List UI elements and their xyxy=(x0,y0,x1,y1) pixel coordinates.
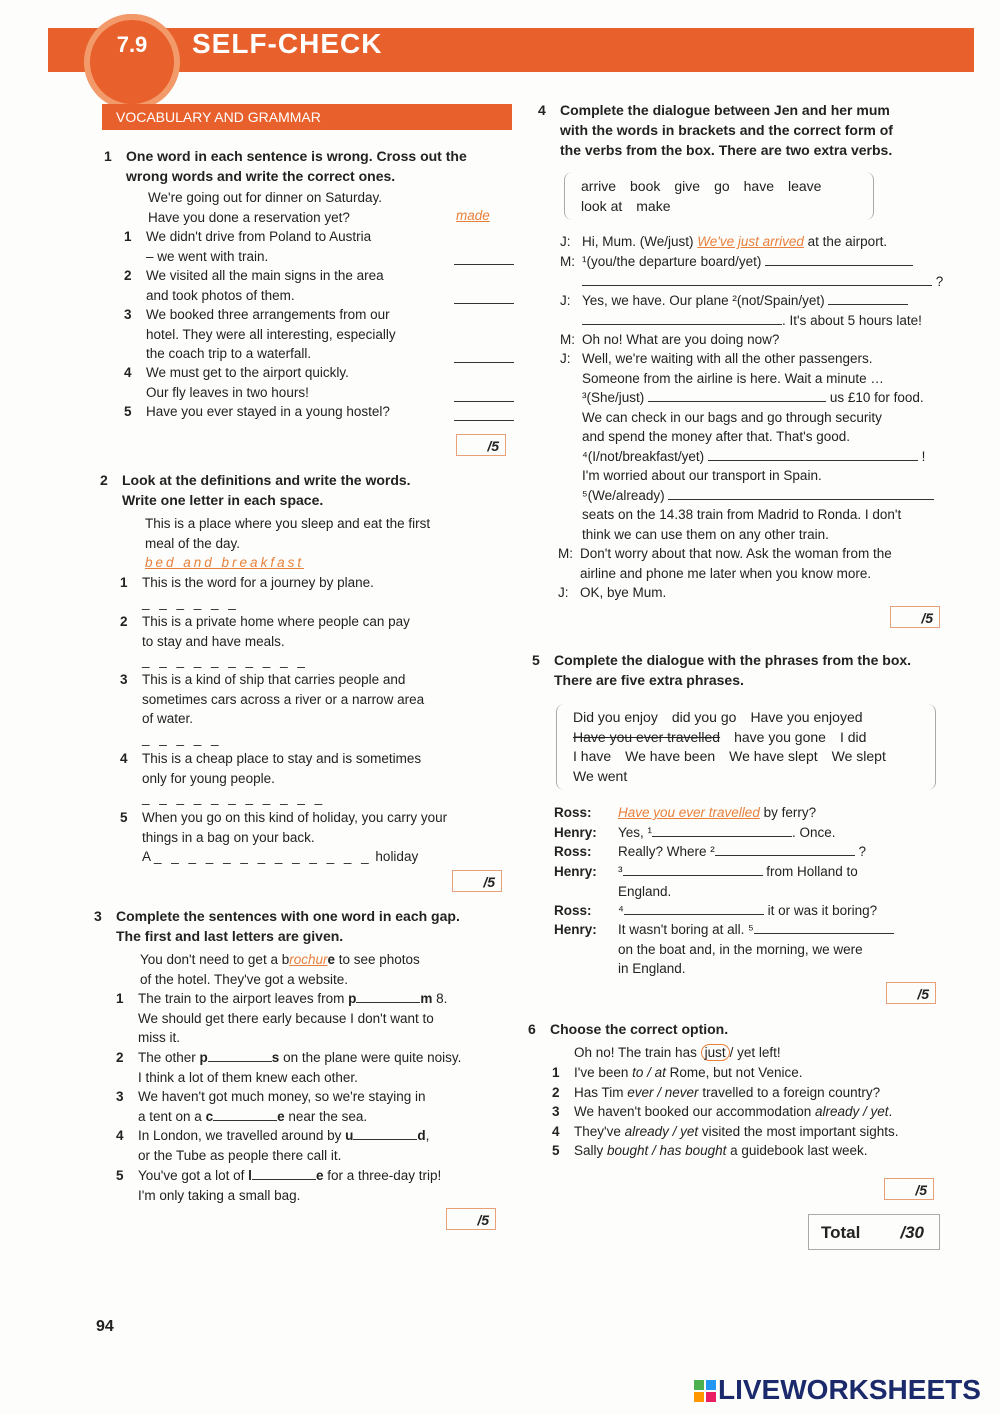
brand-name: LIVEWORKSHEETS xyxy=(718,1374,981,1405)
q5-score: /5 xyxy=(886,982,936,1004)
q1-answer-1[interactable] xyxy=(454,252,514,265)
q5-line-5: Henry: It wasn't boring at all. ⁵ on the boat and, in the morning, we were in England. xyxy=(554,920,894,979)
total-score: Total /30 xyxy=(808,1214,940,1250)
q1-example-answer: made xyxy=(456,208,490,223)
q4-line-6: J: OK, bye Mum. xyxy=(558,585,667,600)
q4-title: 4 Complete the dialogue between Jen and her mum with the words in brackets and the correct form of the verbs from the box. There are two extra verbs. xyxy=(538,102,893,158)
q4-line-0: J: Hi, Mum. (We/just) We've just arrived at the airport. xyxy=(560,234,888,249)
q6-item-2: 2 Has Tim ever / never travelled to a foreign country? xyxy=(552,1085,881,1100)
q1-answer-4[interactable] xyxy=(454,389,514,402)
q4-line-4: J: Well, we're waiting with all the other passengers. Someone from the airline is here. Wait a minute … ³(She/just) us £10 for food. We can check in our bags and go through security and spend the money after that. That's good. ⁴(I/not/breakfast/yet) ! I'm worried about our transport in Spain. ⁵(We/already) seats on the 14.38 train from Madrid to Ronda. I don't think we can use them on any other train. xyxy=(560,349,934,544)
q5-line-4: Ross: ⁴ it or was it boring? xyxy=(554,903,878,918)
unit-banner xyxy=(48,28,974,72)
q6-item-5: 5 Sally bought / has bought a guidebook last week. xyxy=(552,1143,868,1158)
q6-option-1[interactable]: to / at xyxy=(632,1065,666,1080)
q1-title: 1 One word in each sentence is wrong. Cross out the wrong words and write the correct ones. xyxy=(104,148,467,184)
q3-item-2: 2 The other p s on the plane were quite noisy. I think a lot of them knew each other. xyxy=(116,1050,462,1085)
q6-score: /5 xyxy=(884,1178,934,1200)
q3-item-4: 4 In London, we travelled around by u d, or the Tube as people there call it. xyxy=(116,1128,430,1163)
q3-item-5: 5 You've got a lot of l e for a three-day trip! I'm only taking a small bag. xyxy=(116,1168,442,1203)
q2-score: /5 xyxy=(452,870,502,892)
q6-option-2[interactable]: ever / never xyxy=(627,1085,699,1100)
section-title: VOCABULARY AND GRAMMAR xyxy=(102,104,512,130)
q5-line-1: Henry: Yes, ¹ . Once. xyxy=(554,825,836,840)
q1-item-2: 2 We visited all the main signs in the area and took photos of them. xyxy=(124,268,384,303)
q5-line-2: Ross: Really? Where ² ? xyxy=(554,844,867,859)
page-number: 94 xyxy=(96,1318,114,1335)
q2-item-3: 3 This is a kind of ship that carries people and sometimes cars across a river or a narrow area of water. _ _ _ _ _ xyxy=(120,672,425,746)
q2-item-5: 5 When you go on this kind of holiday, you carry your things in a bag on your back. A _ _ _ _ _ _ _ _ _ _ _ _ _ holiday xyxy=(120,810,448,864)
q1-answer-3[interactable] xyxy=(454,350,514,363)
q6-option-3[interactable]: already / yet xyxy=(814,1104,889,1119)
q3-item-3: 3 We haven't got much money, so we're staying in a tent on a c e near the sea. xyxy=(116,1089,426,1124)
q3-score: /5 xyxy=(446,1208,496,1230)
q6-item-1: 1 I've been to / at Rome, but not Venice. xyxy=(552,1065,803,1080)
q6-example: Oh no! The train has just / yet left! xyxy=(574,1045,781,1060)
q4-line-3: M: Oh no! What are you doing now? xyxy=(560,332,780,347)
q2-title: 2 Look at the definitions and write the words. Write one letter in each space. xyxy=(100,472,411,508)
q5-line-3: Henry: ³ from Holland to England. xyxy=(554,864,858,899)
q5-phrase-box: Did you enjoy did you go Have you enjoyed Have you ever travelled have you gone I did I have We have been We have slept We slept We went xyxy=(556,704,936,790)
q6-option-5[interactable]: bought / has bought xyxy=(607,1143,727,1158)
q1-example: We're going out for dinner on Saturday. Have you done a reservation yet? xyxy=(148,190,382,225)
q6-title: 6 Choose the correct option. xyxy=(528,1021,729,1037)
q1-answer-2[interactable] xyxy=(454,291,514,304)
q5-line-0: Ross: Have you ever travelled by ferry? xyxy=(554,805,817,820)
q1-score: /5 xyxy=(456,434,506,456)
q2-item-4: 4 This is a cheap place to stay and is sometimes only for young people. _ _ _ _ _ _ _ _ _ _ _ xyxy=(120,751,422,805)
unit-number: 7.9 xyxy=(116,32,148,57)
q3-item-1: 1 The train to the airport leaves from p m 8. We should get there early because I don't want to miss it. xyxy=(116,991,448,1045)
q1-item-1: 1 We didn't drive from Poland to Austria – we went with train. xyxy=(124,229,372,264)
page-title: SELF-CHECK xyxy=(192,28,383,59)
q1-answer-5[interactable] xyxy=(454,408,514,421)
q6-option-4[interactable]: already / yet xyxy=(624,1124,699,1139)
q4-score: /5 xyxy=(890,606,940,628)
liveworksheets-logo-icon xyxy=(694,1380,716,1402)
q4-line-1: M: ¹(you/the departure board/yet) ? xyxy=(560,254,944,289)
q1-item-5: 5 Have you ever stayed in a young hostel? xyxy=(124,404,390,419)
q4-line-5: M: Don't worry about that now. Ask the woman from the airline and phone me later when you know more. xyxy=(558,546,892,581)
q6-item-3: 3 We haven't booked our accommodation already / yet. xyxy=(552,1104,893,1119)
q2-item-2: 2 This is a private home where people can pay to stay and have meals. _ _ _ _ _ _ _ _ _ _ xyxy=(120,614,410,668)
q4-word-box: arrive book give go have leave look at make xyxy=(564,172,874,220)
q3-title: 3 Complete the sentences with one word in each gap. The first and last letters are given. xyxy=(94,908,460,944)
q3-example: You don't need to get a brochure to see photos of the hotel. They've got a website. xyxy=(140,952,420,987)
unit-badge xyxy=(84,14,180,110)
q2-example: This is a place where you sleep and eat the first meal of the day. bed and breakfast xyxy=(145,516,431,570)
q5-title: 5 Complete the dialogue with the phrases from the box. There are five extra phrases. xyxy=(532,652,912,688)
q1-item-3: 3 We booked three arrangements from our hotel. They were all interesting, especially the coach trip to a waterfall. xyxy=(124,307,396,361)
q4-line-2: J: Yes, we have. Our plane ²(not/Spain/yet) . It's about 5 hours late! xyxy=(560,293,922,328)
q6-item-4: 4 They've already / yet visited the most important sights. xyxy=(552,1124,899,1139)
q2-item-1: 1 This is the word for a journey by plane. _ _ _ _ _ _ xyxy=(120,575,374,610)
q1-item-4: 4 We must get to the airport quickly. Our fly leaves in two hours! xyxy=(124,365,349,400)
